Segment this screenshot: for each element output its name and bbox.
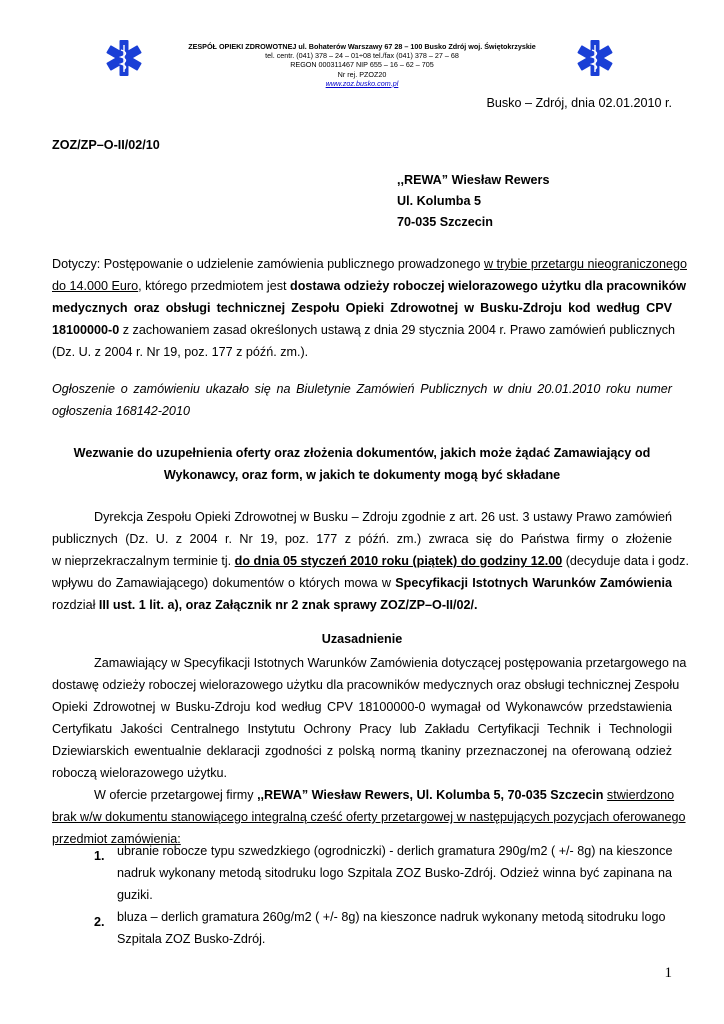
letterhead-line-1: ZESPÓŁ OPIEKI ZDROWOTNEJ ul. Bohaterów Warszawy 67 28 – 100 Busko Zdrój woj. Świętokrzyskie <box>188 42 536 51</box>
item-1-number: 1. <box>94 849 105 863</box>
date-line: Busko – Zdrój, dnia 02.01.2010 r. <box>486 96 672 110</box>
subject-paragraph: Dotyczy: Postępowanie o udzielenie zamówienia publicznego prowadzonego w trybie przetargu nieograniczonego do 14.000 Euro, którego przedmiotem jest dostawa odzieży roboczej wielorazowego użytku dla pracowników medycznych oraz obsługi technicznej Zespołu Opieki Zdrowotnej w Busku-Zdroju kod według CPV 18100000-0 z zachowaniem zasad określonych ustawą z dnia 29 stycznia 2004 r. Prawo zamówień publicznych (Dz. U. z 2004 r. Nr 19, poz. 177 z późń. zm.). <box>52 257 687 359</box>
reference-number: ZOZ/ZP–O-II/02/10 <box>52 138 160 152</box>
item-2-number: 2. <box>94 915 105 929</box>
summons-body: Dyrekcja Zespołu Opieki Zdrowotnej w Busku – Zdroju zgodnie z art. 26 ust. 3 ustawy Prawo zamówień publicznych (Dz. U. z 2004 r. Nr 19, poz. 177 z późń. zm.) zwraca się do Państwa firmy o złożenie w nieprzekraczalnym terminie tj. do dnia 05 styczeń 2010 roku (piątek) do godziny 12.00 (decyduje data i godz. wpływu do Zamawiającego) dokumentów o których mowa w Specyfikacji Istotnych Warunków Zamówienia rozdział III ust. 1 lit. a), oraz Załącznik nr 2 znak sprawy ZOZ/ZP–O-II/02/. <box>52 510 689 612</box>
letterhead-line-4: Nr rej. PZOZ20 <box>337 69 387 79</box>
recipient-city: 70-035 Szczecin <box>397 215 493 229</box>
justification-title: Uzasadnienie <box>321 632 403 646</box>
page-number: 1 <box>664 965 672 981</box>
recipient-name: ,,REWA” Wiesław Rewers <box>397 173 550 187</box>
item-2: bluza – derlich gramatura 260g/m2 ( +/- 8g) na kieszonce nadruk wykonany metodą sitodruku logo Szpitala ZOZ Busko-Zdrój. <box>117 910 666 946</box>
justification-paragraph-2: W ofercie przetargowej firmy ,,REWA” Wiesław Rewers, Ul. Kolumba 5, 70-035 Szczecin stwierdzono brak w/w dokumentu stanowiącego integralną cześć oferty przetargowej w następujących pozycjach oferowanego przedmiot zamówienia: <box>52 788 686 846</box>
recipient-street: Ul. Kolumba 5 <box>397 194 481 208</box>
summons-heading: Wezwanie do uzupełnienia oferty oraz złożenia dokumentów, jakich może żądać Zamawiający od Wykonawcy, oraz form, w jakich te dokumenty mogą być składane <box>73 446 651 482</box>
letterhead-line-2: tel. centr. (041) 378 – 24 – 01÷08 tel./fax (041) 378 – 27 – 68 <box>265 51 459 61</box>
justification-paragraph-1: Zamawiający w Specyfikacji Istotnych Warunków Zamówienia dotyczącej postępowania przetargowego na dostawę odzieży roboczej wielorazowego użytku dla pracowników medycznych oraz obsługi technicznej Zespołu Opieki Zdrowotnej w Busku-Zdroju kod według CPV 18100000-0 wymagał od Wykonawców przedstawienia Certyfikatu Jakości Centralnego Instytutu Ochrony Pracy lub Zakładu Certyfikacji Technik i Technologii Dziewiarskich ewentualnie deklaracji zgodności z polską normą tkaniny przeznaczonej na oferowaną odzież roboczą wielorazowego użytku. <box>52 656 687 780</box>
star-of-life-logo-left <box>104 38 144 78</box>
letterhead <box>150 42 574 88</box>
star-of-life-logo-right <box>575 38 615 78</box>
recipient-block <box>397 170 549 233</box>
item-1: ubranie robocze typu szwedzkiego (ogrodniczki) - derlich gramatura 290g/m2 ( +/- 8g) na kieszonce nadruk wykonany metodą sitodruku logo Szpitala ZOZ Busko-Zdrój. Odzież winna być zapinana na guziki. <box>117 844 673 902</box>
letterhead-line-3: REGON 000311467 NIP 655 – 16 – 62 – 705 <box>290 60 434 70</box>
notice-paragraph: Ogłoszenie o zamówieniu ukazało się na Biuletynie Zamówień Publicznych w dniu 20.01.2010 roku numer ogłoszenia 168142-2010 <box>52 382 672 418</box>
website-link[interactable]: www.zoz.busko.com.pl <box>325 78 399 88</box>
